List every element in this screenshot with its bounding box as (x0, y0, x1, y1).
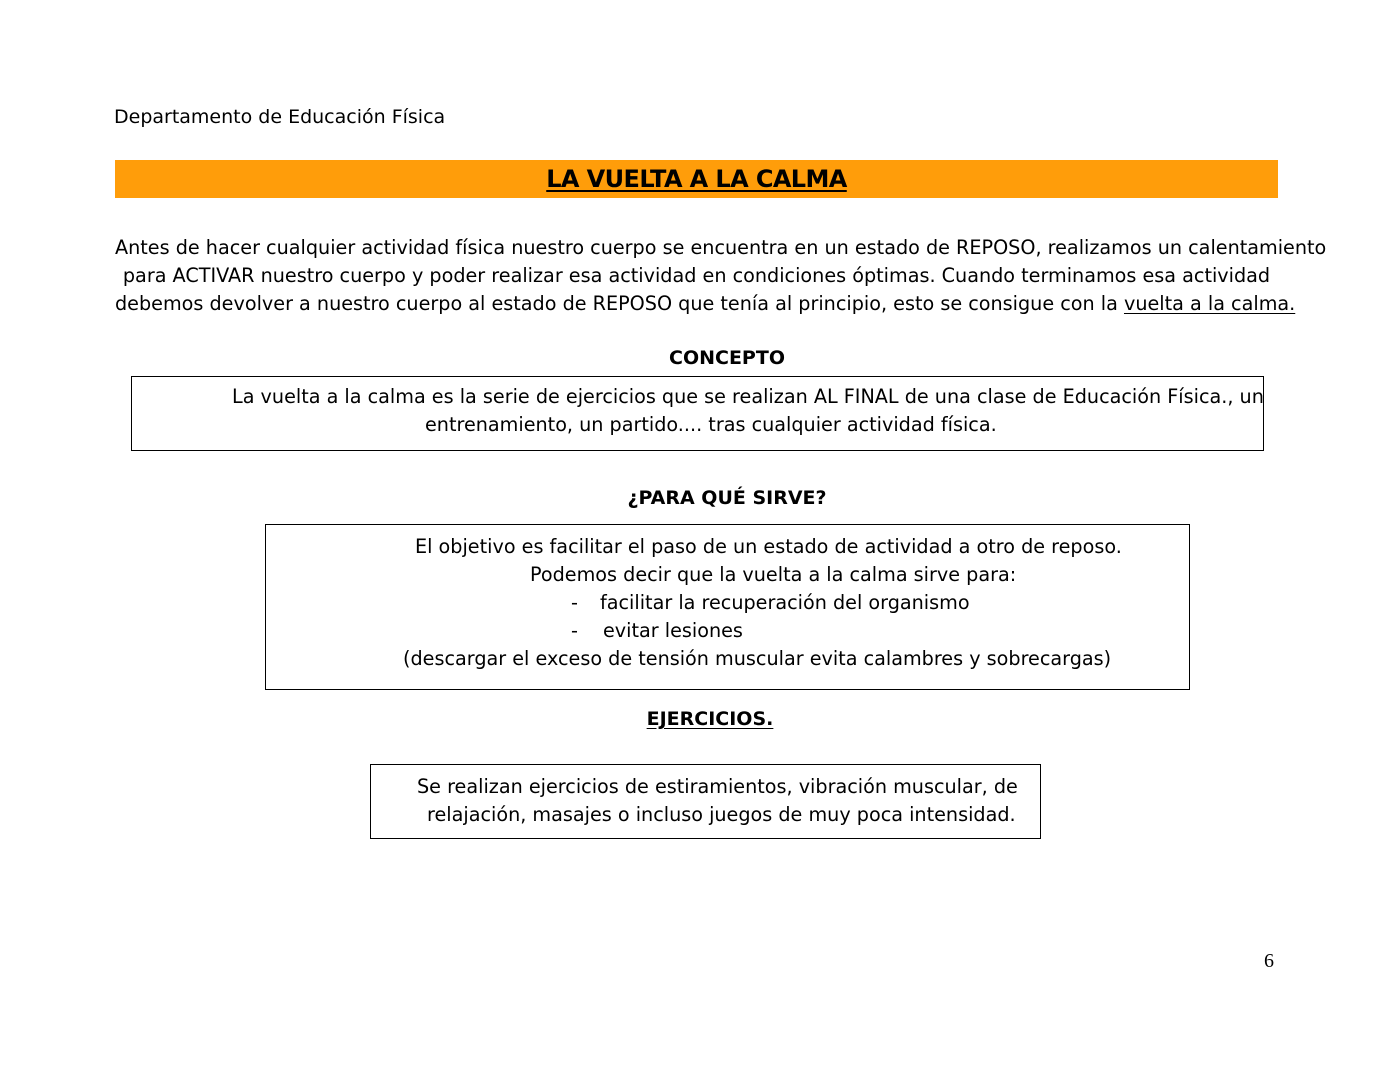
concepto-heading: CONCEPTO (669, 347, 785, 369)
bullet-item: evitar lesiones (603, 619, 743, 642)
concepto-box (131, 376, 1264, 451)
bullet-item: facilitar la recuperación del organismo (600, 591, 970, 614)
intro-line: Antes de hacer cualquier actividad física nuestro cuerpo se encuentra en un estado de REPOSO, realizamos un calentamiento (115, 236, 1327, 259)
intro-line: para ACTIVAR nuestro cuerpo y poder realizar esa actividad en condiciones óptimas. Cuando terminamos esa actividad (122, 264, 1271, 287)
ejercicios-line: relajación, masajes o incluso juegos de muy poca intensidad. (427, 803, 1016, 826)
para-que-line: (descargar el exceso de tensión muscular evita calambres y sobrecargas) (403, 647, 1112, 670)
para-que-heading: ¿PARA QUÉ SIRVE? (627, 487, 827, 509)
para-que-line: El objetivo es facilitar el paso de un estado de actividad a otro de reposo. (415, 535, 1122, 558)
para-que-line: Podemos decir que la vuelta a la calma sirve para: (530, 563, 1017, 586)
bullet-marker: - (571, 591, 578, 614)
intro-line-text: debemos devolver a nuestro cuerpo al estado de REPOSO que tenía al principio, esto se consigue con la (115, 292, 1124, 315)
ejercicios-box (370, 764, 1041, 839)
department-header: Departamento de Educación Física (114, 106, 446, 128)
concepto-line: entrenamiento, un partido.... tras cualquier actividad física. (425, 413, 997, 436)
page-number: 6 (1264, 950, 1274, 972)
concepto-line: La vuelta a la calma es la serie de ejercicios que se realizan AL FINAL de una clase de Educación Física., un (232, 385, 1264, 408)
page-title: LA VUELTA A LA CALMA (546, 165, 847, 193)
vuelta-calma-emphasis: vuelta a la calma. (1123, 292, 1296, 315)
ejercicios-heading: EJERCICIOS. (646, 708, 774, 730)
intro-line (115, 290, 1296, 318)
intro-paragraph (115, 234, 1327, 318)
ejercicios-line: Se realizan ejercicios de estiramientos, vibración muscular, de (417, 775, 1018, 798)
bullet-marker: - (571, 619, 578, 642)
title-banner (115, 160, 1278, 198)
para-que-box (265, 524, 1190, 690)
